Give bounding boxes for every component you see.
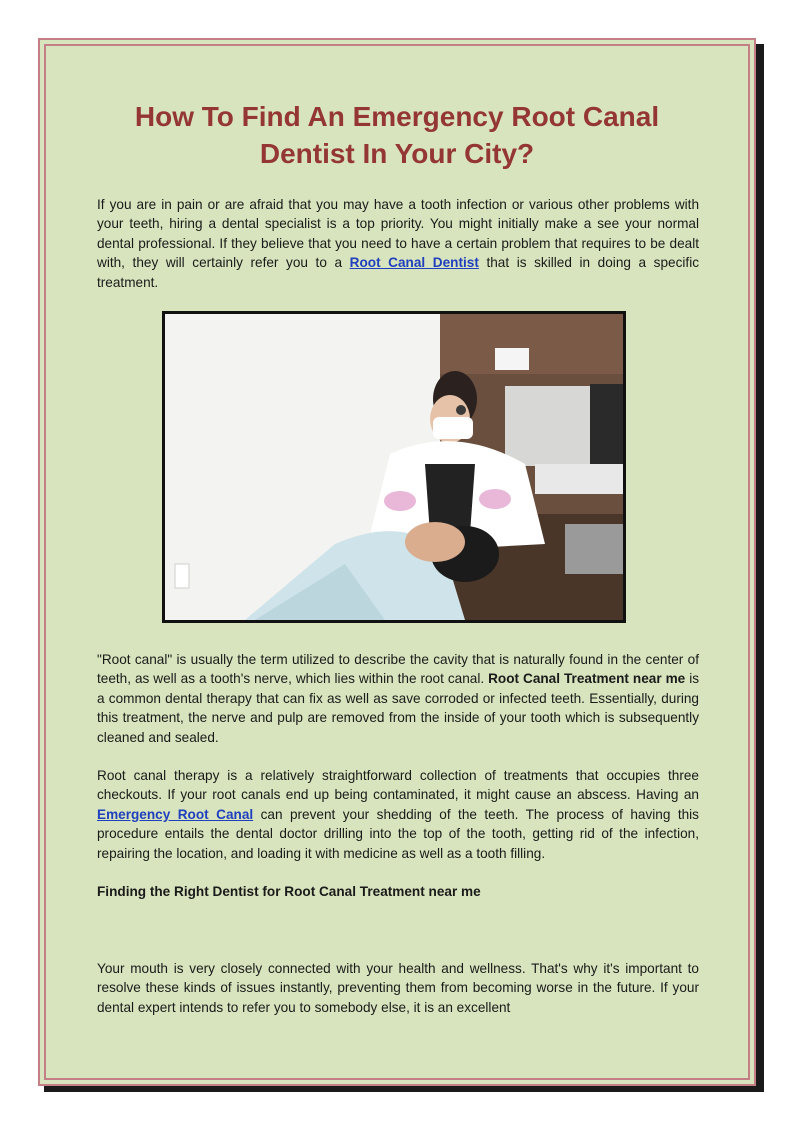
- paragraph-intro: [97, 195, 699, 292]
- page-title: [80, 98, 714, 172]
- paragraph-therapy-text-2: can prevent your shedding of the teeth. The process of having this procedure entails the dental doctor drilling into the top of the tooth, getting rid of the infection, repairing the location, and loading it with medicine as well as a tooth filling.: [97, 806, 699, 861]
- paragraph-health: Your mouth is very closely connected with your health and wellness. That's why it's important to resolve these kinds of issues instantly, preventing them from becoming worse in the future. If your dental expert intends to refer you to somebody else, it is an excellent: [97, 961, 699, 1015]
- emergency-root-canal-link[interactable]: Emergency Root Canal: [97, 806, 254, 822]
- paragraph-intro-text-2: that is skilled in doing a specific treatment.: [97, 255, 700, 290]
- section-heading: Finding the Right Dentist for Root Canal Treatment near me: [97, 884, 481, 899]
- title-line-2: Dentist In Your City?: [259, 138, 535, 169]
- paragraph-therapy-text-1: Root canal therapy is a relatively straightforward collection of treatments that occupies three checkouts. If your root canals end up being contaminated, it might cause an abscess. Having an: [97, 768, 699, 803]
- dentist-photo-illustration: [165, 314, 623, 620]
- title-line-1: How To Find An Emergency Root Canal: [134, 101, 660, 132]
- paragraph-root-canal: [97, 650, 699, 747]
- paragraph-therapy: [97, 766, 699, 863]
- paragraph-root-canal-text-2: is a common dental therapy that can fix as well as save corroded or infected teeth. Essentially, during this treatment, the nerve and pulp are removed from the inside of your tooth which is subsequently cleaned and sealed.: [97, 671, 700, 745]
- document-page: [38, 38, 756, 1086]
- root-canal-dentist-link[interactable]: Root Canal Dentist: [349, 255, 479, 271]
- dentist-photo: [162, 311, 626, 623]
- root-canal-treatment-bold: Root Canal Treatment near me: [488, 671, 686, 687]
- paragraph-root-canal-text-1: "Root canal" is usually the term utilized to describe the cavity that is naturally found in the center of teeth, as well as a tooth's nerve, which lies within the root canal.: [97, 652, 699, 687]
- paragraph-intro-text-1: If you are in pain or are afraid that you may have a tooth infection or various other problems with your teeth, hiring a dental specialist is a top priority. You might initially make a see your normal dental professional. If they believe that you need to have a certain problem that requires to be dealt with, they will certainly refer you to a: [97, 197, 699, 271]
